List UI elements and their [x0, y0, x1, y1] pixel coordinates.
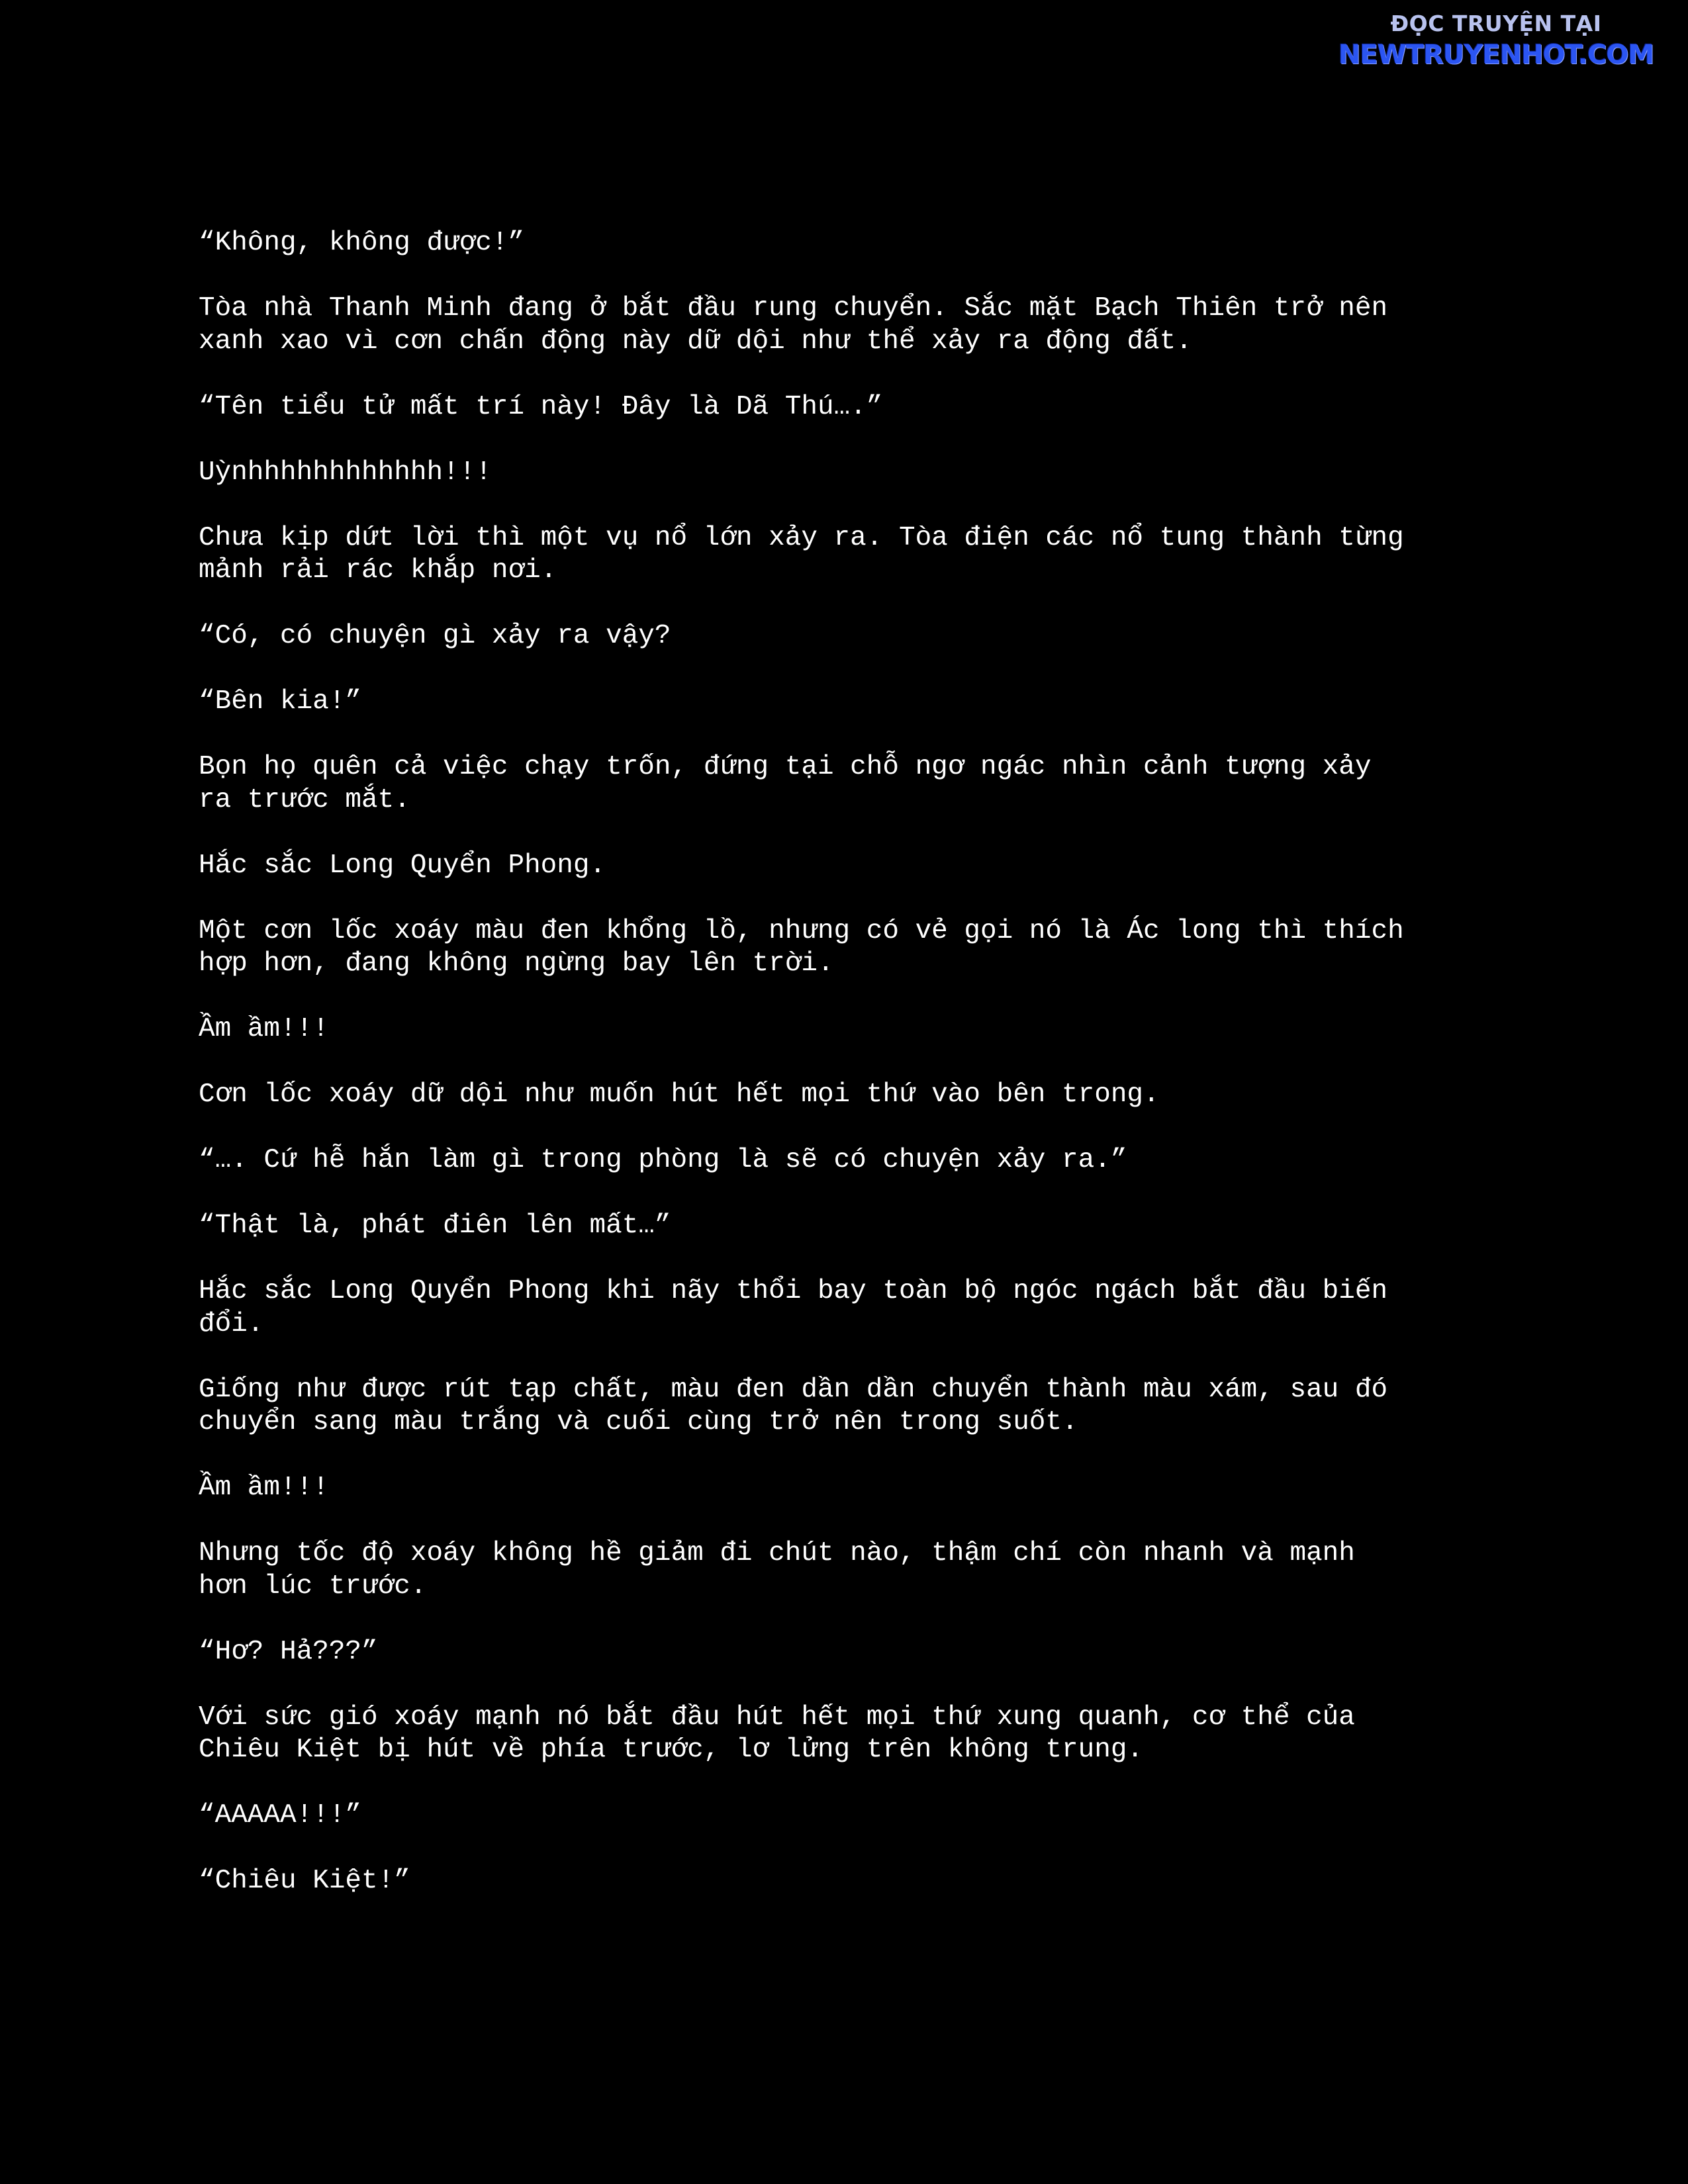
story-paragraph [199, 850, 1523, 883]
story-line: Cơn lốc xoáy dữ dội như muốn hút hết mọi thứ vào bên trong. [199, 1079, 1160, 1110]
story-line: ra trước mắt. [199, 784, 410, 815]
story-paragraph [199, 915, 1523, 981]
story-line: Giống như được rút tạp chất, màu đen dần dần chuyển thành màu xám, sau đó [199, 1374, 1388, 1405]
story-line: “Không, không được!” [199, 228, 525, 258]
story-paragraph [199, 1374, 1523, 1439]
story-paragraph [199, 1799, 1523, 1833]
story-paragraph [199, 1144, 1523, 1177]
story-line: Hắc sắc Long Quyển Phong khi nãy thổi bay toàn bộ ngóc ngách bắt đầu biến [199, 1276, 1388, 1306]
story-line: “Tên tiểu tử mất trí này! Đây là Dã Thú….” [199, 391, 883, 422]
story-paragraph [199, 293, 1523, 358]
story-line: Ầm ầm!!! [199, 1014, 329, 1044]
story-line: “Có, có chuyện gì xảy ra vậy? [199, 621, 671, 651]
story-line: Uỳnhhhhhhhhhhhh!!! [199, 457, 492, 488]
story-paragraph [199, 620, 1523, 653]
story-line: Tòa nhà Thanh Minh đang ở bắt đầu rung chuyển. Sắc mặt Bạch Thiên trở nên [199, 293, 1388, 324]
story-paragraph [199, 1013, 1523, 1046]
story-paragraph [199, 391, 1523, 424]
story-paragraph [199, 1210, 1523, 1243]
story-line: Một cơn lốc xoáy màu đen khổng lồ, nhưng có vẻ gọi nó là Ác long thì thích [199, 915, 1404, 946]
story-line: “Chiêu Kiệt!” [199, 1866, 410, 1896]
story-line: đổi. [199, 1308, 264, 1340]
story-line: “…. Cứ hễ hắn làm gì trong phòng là sẽ có chuyện xảy ra.” [199, 1145, 1127, 1175]
story-paragraph [199, 1537, 1523, 1603]
watermark-line2: NEWTRUYENHOT.COM [1338, 40, 1654, 70]
story-line: Ầm ầm!!! [199, 1473, 329, 1503]
story-line: xanh xao vì cơn chấn động này dữ dội như thể xảy ra động đất. [199, 326, 1192, 357]
story-line: Với sức gió xoáy mạnh nó bắt đầu hút hết mọi thứ xung quanh, cơ thể của [199, 1702, 1355, 1733]
story-paragraph [199, 1636, 1523, 1669]
story-line: “Thật là, phát điên lên mất…” [199, 1210, 671, 1241]
story-paragraph [199, 686, 1523, 719]
story-line: hợp hơn, đang không ngừng bay lên trời. [199, 948, 834, 979]
watermark-line1: ĐỌC TRUYỆN TẠI [1390, 11, 1602, 36]
story-line: Nhưng tốc độ xoáy không hề giảm đi chút nào, thậm chí còn nhanh và mạnh [199, 1538, 1355, 1569]
story-paragraph [199, 522, 1523, 588]
story-line: “Hơ? Hả???” [199, 1636, 378, 1667]
story-line: hơn lúc trước. [199, 1570, 427, 1602]
story-line: Bọn họ quên cả việc chạy trốn, đứng tại chỗ ngơ ngác nhìn cảnh tượng xảy [199, 752, 1372, 782]
story-paragraph [199, 1702, 1523, 1767]
story-paragraph [199, 457, 1523, 490]
story-line: “Bên kia!” [199, 686, 362, 717]
story-paragraph [199, 1079, 1523, 1112]
story-line: Chưa kịp dứt lời thì một vụ nổ lớn xảy ra. Tòa điện các nổ tung thành từng [199, 522, 1404, 553]
story-paragraph [199, 1472, 1523, 1505]
story-line: Chiêu Kiệt bị hút về phía trước, lơ lửng trên không trung. [199, 1735, 1144, 1765]
story-paragraph [199, 1275, 1523, 1341]
story-line: “AAAAA!!!” [199, 1800, 362, 1831]
site-watermark [1324, 9, 1668, 71]
story-text [199, 227, 1523, 1931]
story-paragraph [199, 1865, 1523, 1898]
story-paragraph [199, 751, 1523, 817]
story-line: chuyển sang màu trắng và cuối cùng trở nên trong suốt. [199, 1407, 1078, 1437]
story-paragraph [199, 227, 1523, 260]
story-line: mảnh rải rác khắp nơi. [199, 555, 557, 586]
story-line: Hắc sắc Long Quyển Phong. [199, 850, 606, 881]
